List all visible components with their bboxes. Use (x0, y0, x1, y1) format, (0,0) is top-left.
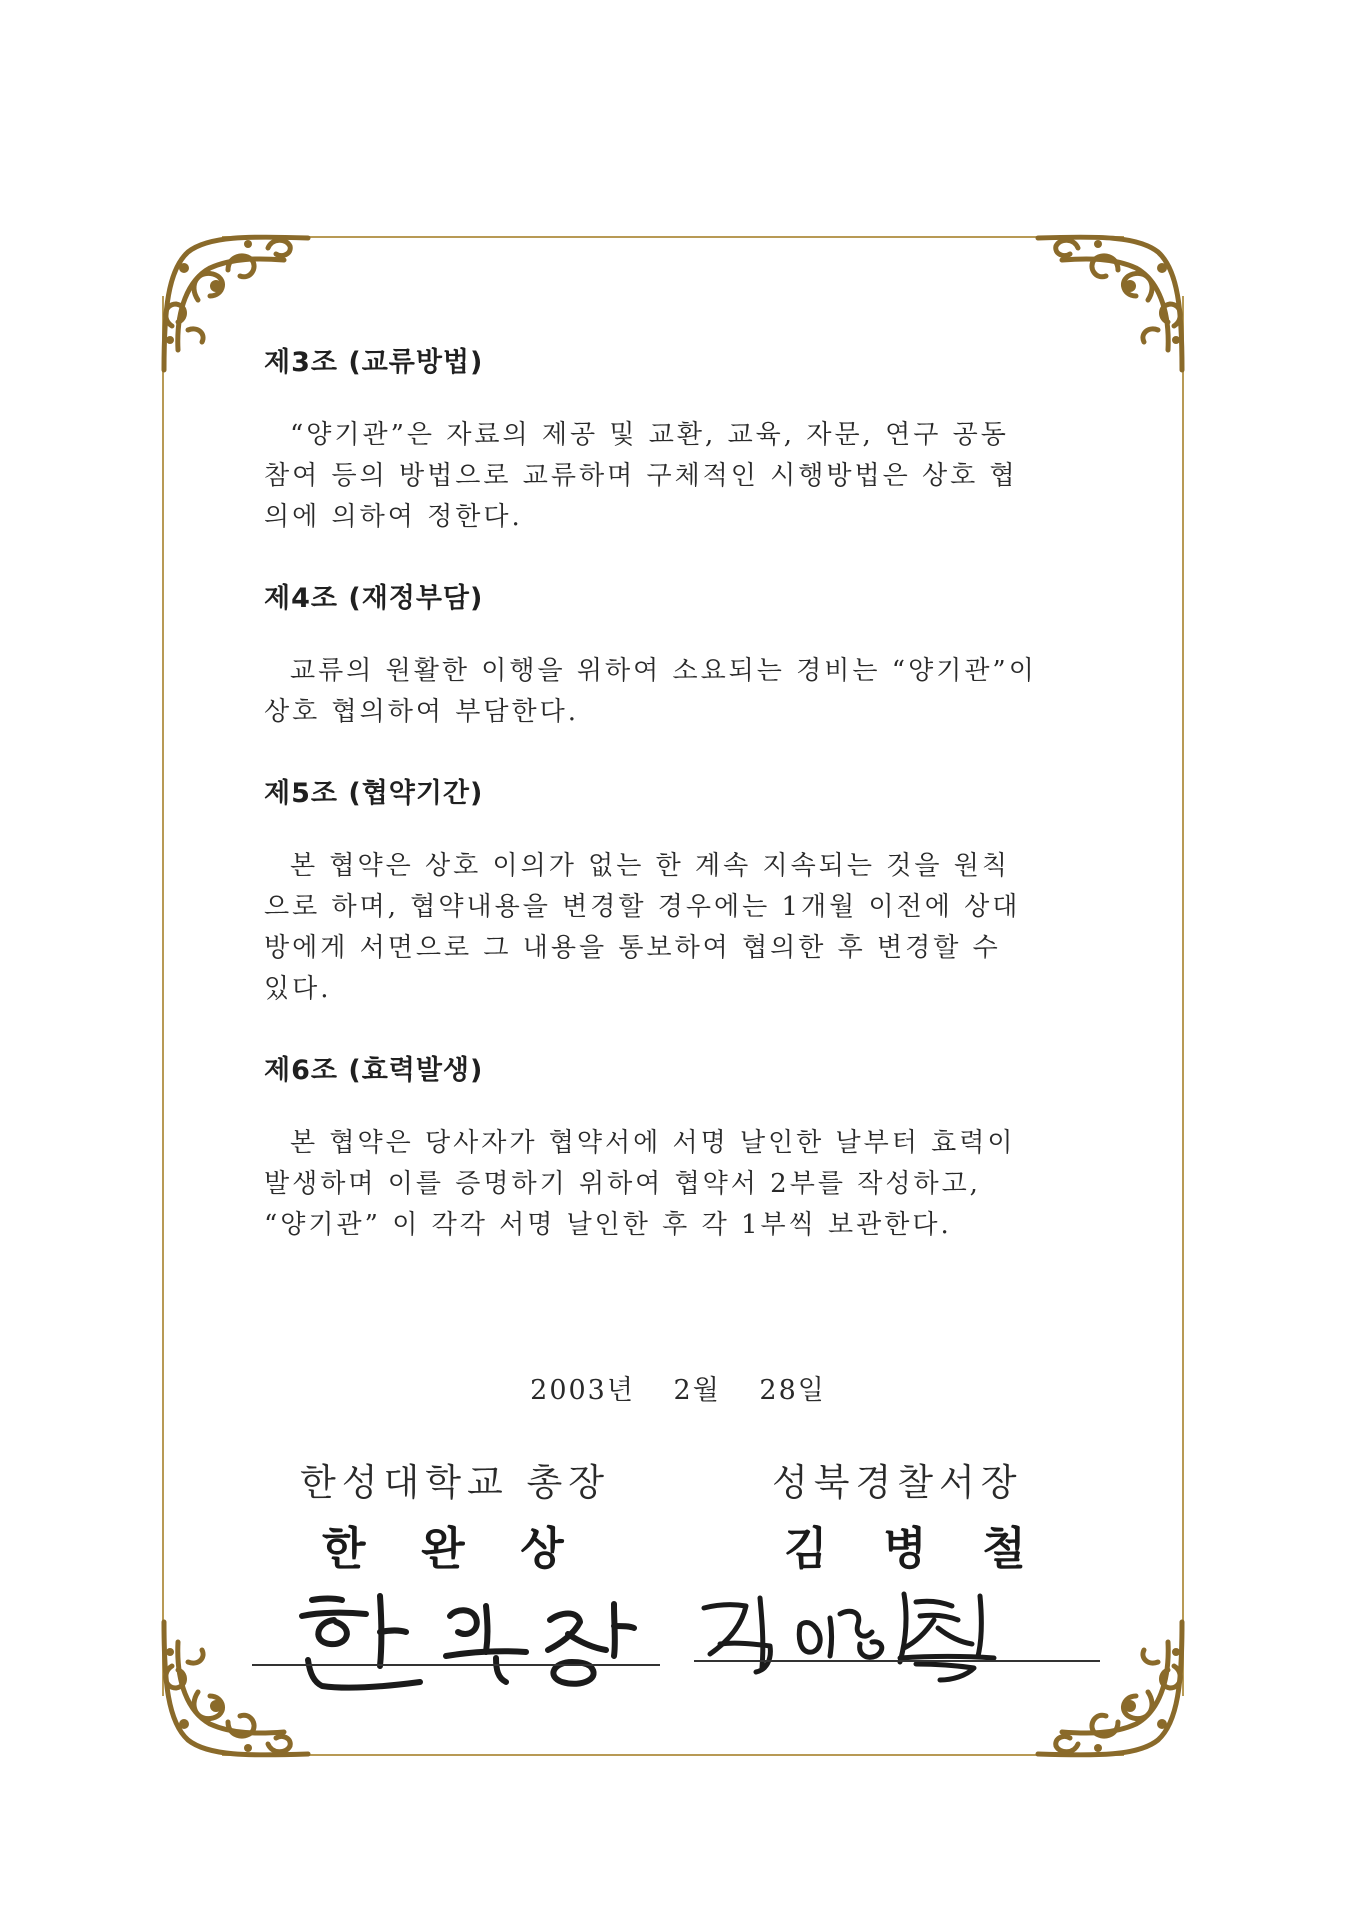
article-line: 교류의 원활한 이행을 위하여 소요되는 경비는 “양기관”이 (290, 656, 1037, 686)
article-title: 제5조 (협약기간) (264, 778, 484, 809)
signatory-2-name: 김 병 철 (784, 1522, 1046, 1575)
article-body (264, 1123, 1084, 1246)
article-line: 상호 협의하여 부담한다. (264, 697, 579, 727)
border-line-right (1182, 296, 1184, 1696)
date-month: 2월 (673, 1375, 721, 1406)
article-body (264, 651, 1084, 733)
article-title: 제6조 (효력발생) (264, 1055, 484, 1086)
date-year: 2003년 (530, 1375, 635, 1406)
date-day: 28일 (759, 1375, 826, 1406)
article-line: 본 협약은 상호 이의가 없는 한 계속 지속되는 것을 원칙 (290, 851, 1010, 881)
article-body (264, 415, 1084, 538)
article-body (264, 846, 1084, 1010)
article-5 (264, 771, 1084, 1010)
signatory-2-signature (690, 1584, 1110, 1714)
article-title: 제3조 (교류방법) (264, 347, 484, 378)
agreement-date (0, 1368, 1356, 1407)
article-line: 본 협약은 당사자가 협약서에 서명 날인한 날부터 효력이 (290, 1128, 1016, 1158)
article-line: 참여 등의 방법으로 교류하며 구체적인 시행방법은 상호 협 (264, 461, 1018, 491)
signatory-1-signature-line (252, 1664, 660, 1666)
article-4 (264, 576, 1084, 733)
article-3 (264, 340, 1084, 538)
article-line: 방에게 서면으로 그 내용을 통보하여 협의한 후 변경할 수 (264, 933, 1001, 963)
border-line-top (222, 236, 1124, 238)
article-title: 제4조 (재정부담) (264, 583, 484, 614)
article-line: 있다. (264, 974, 332, 1004)
article-line: 으로 하며, 협약내용을 변경할 경우에는 1개월 이전에 상대 (264, 892, 1021, 922)
border-line-bottom (222, 1754, 1124, 1756)
article-line: “양기관”은 자료의 제공 및 교환, 교육, 자문, 연구 공동 (290, 420, 1009, 450)
signatory-1-signature (250, 1586, 670, 1696)
agreement-articles (264, 340, 1084, 1246)
article-line: 의에 의하여 정한다. (264, 502, 523, 532)
signatory-1-org: 한성대학교 총장 (300, 1461, 610, 1504)
article-6 (264, 1048, 1084, 1246)
signatory-1-name: 한 완 상 (322, 1522, 584, 1575)
signatory-2-org: 성북경찰서장 (772, 1461, 1023, 1504)
article-line: “양기관” 이 각각 서명 날인한 후 각 1부씩 보관한다. (264, 1210, 952, 1240)
border-line-left (162, 296, 164, 1696)
article-line: 발생하며 이를 증명하기 위하여 협약서 2부를 작성하고, (264, 1169, 981, 1199)
signatory-2-signature-line (694, 1660, 1100, 1662)
